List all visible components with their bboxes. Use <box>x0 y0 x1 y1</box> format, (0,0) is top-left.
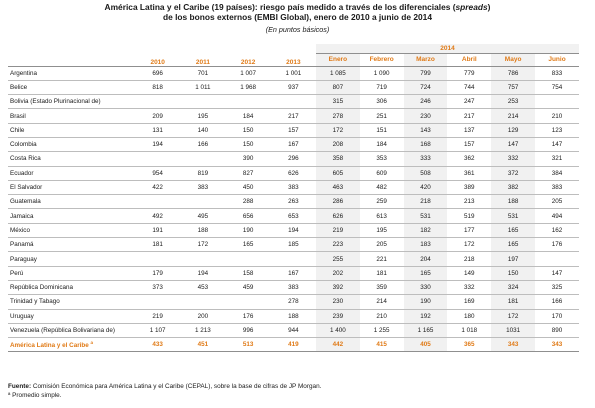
value-cell: 1 011 <box>180 80 225 94</box>
value-cell: 383 <box>271 280 316 294</box>
country-name: Uruguay <box>8 309 135 323</box>
average-footnote: ª Promedio simple. <box>8 392 62 399</box>
value-cell: 205 <box>360 238 404 252</box>
value-cell: 192 <box>404 309 448 323</box>
value-cell: 325 <box>535 280 579 294</box>
value-cell: 129 <box>491 123 535 137</box>
value-cell: 165 <box>404 266 448 280</box>
value-cell: 195 <box>360 223 404 237</box>
value-cell: 247 <box>447 95 491 109</box>
value-cell <box>271 95 316 109</box>
value-cell: 890 <box>535 323 579 337</box>
value-cell: 123 <box>535 123 579 137</box>
value-cell: 150 <box>226 137 271 151</box>
header-year: 2010 <box>135 44 180 66</box>
value-cell: 786 <box>491 66 535 80</box>
value-cell: 255 <box>316 252 360 266</box>
value-cell: 827 <box>226 166 271 180</box>
value-cell: 819 <box>180 166 225 180</box>
country-name: El Salvador <box>8 180 135 194</box>
value-cell: 180 <box>447 309 491 323</box>
value-cell: 177 <box>447 223 491 237</box>
value-cell: 181 <box>491 295 535 309</box>
value-cell: 531 <box>404 209 448 223</box>
header-month: Febrero <box>360 53 404 66</box>
value-cell: 150 <box>491 266 535 280</box>
value-cell: 362 <box>447 152 491 166</box>
value-cell: 213 <box>447 195 491 209</box>
value-cell <box>180 295 225 309</box>
header-span-2014: 2014 <box>316 44 579 53</box>
average-row <box>8 338 579 352</box>
value-cell: 779 <box>447 66 491 80</box>
value-cell: 217 <box>271 109 316 123</box>
value-cell: 143 <box>404 123 448 137</box>
value-cell: 405 <box>404 338 448 352</box>
value-cell <box>135 252 180 266</box>
value-cell: 382 <box>491 180 535 194</box>
table-subtitle: (En puntos básicos) <box>265 25 330 34</box>
value-cell: 218 <box>404 195 448 209</box>
value-cell: 214 <box>491 109 535 123</box>
value-cell: 172 <box>180 238 225 252</box>
value-cell: 179 <box>135 266 180 280</box>
value-cell: 807 <box>316 80 360 94</box>
value-cell: 194 <box>180 266 225 280</box>
country-name: Costa Rica <box>8 152 135 166</box>
value-cell: 223 <box>316 238 360 252</box>
value-cell: 419 <box>271 338 316 352</box>
source-note: Fuente: Comisión Económica para América Latina y el Caribe (CEPAL), sobre la base de cifras de JP Morgan. <box>8 383 322 390</box>
value-cell: 165 <box>226 238 271 252</box>
table-header <box>8 44 579 66</box>
value-cell: 202 <box>316 266 360 280</box>
country-name: Chile <box>8 123 135 137</box>
value-cell <box>535 252 579 266</box>
header-year: 2012 <box>226 44 271 66</box>
spreads-table <box>8 44 579 352</box>
country-name: Venezuela (República Bolivariana de) <box>8 323 135 337</box>
value-cell: 937 <box>271 80 316 94</box>
value-cell <box>271 252 316 266</box>
value-cell: 384 <box>535 166 579 180</box>
value-cell: 321 <box>535 152 579 166</box>
value-cell: 383 <box>180 180 225 194</box>
value-cell: 218 <box>447 252 491 266</box>
value-cell: 1 090 <box>360 66 404 80</box>
value-cell: 188 <box>271 309 316 323</box>
table-row <box>8 166 579 180</box>
table-row <box>8 109 579 123</box>
table-footer <box>8 382 321 400</box>
value-cell: 278 <box>271 295 316 309</box>
value-cell <box>180 252 225 266</box>
country-name: América Latina y el Caribe $^a$ <box>8 338 135 352</box>
value-cell: 188 <box>491 195 535 209</box>
country-name: México <box>8 223 135 237</box>
value-cell: 239 <box>316 309 360 323</box>
table-row <box>8 323 579 337</box>
value-cell: 230 <box>404 109 448 123</box>
value-cell: 494 <box>535 209 579 223</box>
title-line-2: de los bonos externos (EMBI Global), enero de 2010 a junio de 2014 <box>162 12 432 23</box>
value-cell: 433 <box>135 338 180 352</box>
value-cell: 1 001 <box>271 66 316 80</box>
value-cell: 392 <box>316 280 360 294</box>
value-cell: 147 <box>535 137 579 151</box>
table-row <box>8 209 579 223</box>
value-cell: 184 <box>226 109 271 123</box>
value-cell: 170 <box>535 309 579 323</box>
value-cell <box>226 252 271 266</box>
table-row <box>8 295 579 309</box>
value-cell: 1 085 <box>316 66 360 80</box>
value-cell: 609 <box>360 166 404 180</box>
header-month: Junio <box>535 53 579 66</box>
value-cell: 150 <box>226 123 271 137</box>
value-cell <box>135 95 180 109</box>
value-cell: 332 <box>491 152 535 166</box>
value-cell: 157 <box>447 137 491 151</box>
table-row <box>8 95 579 109</box>
value-cell: 166 <box>180 137 225 151</box>
value-cell: 754 <box>535 80 579 94</box>
table-row <box>8 309 579 323</box>
value-cell: 188 <box>180 223 225 237</box>
value-cell: 1 007 <box>226 66 271 80</box>
value-cell: 176 <box>535 238 579 252</box>
value-cell: 954 <box>135 166 180 180</box>
country-name: Perú <box>8 266 135 280</box>
country-name: Trinidad y Tabago <box>8 295 135 309</box>
value-cell: 194 <box>135 137 180 151</box>
value-cell: 459 <box>226 280 271 294</box>
value-cell: 306 <box>360 95 404 109</box>
value-cell: 137 <box>447 123 491 137</box>
value-cell <box>180 95 225 109</box>
country-name: República Dominicana <box>8 280 135 294</box>
value-cell: 286 <box>316 195 360 209</box>
value-cell: 482 <box>360 180 404 194</box>
value-cell: 1031 <box>491 323 535 337</box>
value-cell: 185 <box>271 238 316 252</box>
country-name: Paraguay <box>8 252 135 266</box>
value-cell: 358 <box>316 152 360 166</box>
value-cell: 833 <box>535 66 579 80</box>
value-cell: 288 <box>226 195 271 209</box>
value-cell: 182 <box>404 223 448 237</box>
value-cell: 724 <box>404 80 448 94</box>
value-cell: 165 <box>491 238 535 252</box>
table-row <box>8 195 579 209</box>
value-cell <box>135 152 180 166</box>
country-name: Guatemala <box>8 195 135 209</box>
value-cell <box>135 195 180 209</box>
value-cell: 492 <box>135 209 180 223</box>
value-cell <box>226 295 271 309</box>
value-cell: 158 <box>226 266 271 280</box>
value-cell: 165 <box>491 223 535 237</box>
value-cell: 131 <box>135 123 180 137</box>
value-cell: 744 <box>447 80 491 94</box>
value-cell: 799 <box>404 66 448 80</box>
country-name: Belice <box>8 80 135 94</box>
country-name: Jamaica <box>8 209 135 223</box>
value-cell: 169 <box>447 295 491 309</box>
header-blank <box>8 44 135 66</box>
value-cell: 653 <box>271 209 316 223</box>
value-cell: 373 <box>135 280 180 294</box>
value-cell: 166 <box>535 295 579 309</box>
value-cell: 147 <box>535 266 579 280</box>
value-cell: 151 <box>360 123 404 137</box>
value-cell: 200 <box>180 309 225 323</box>
value-cell: 531 <box>491 209 535 223</box>
table-row <box>8 152 579 166</box>
value-cell: 495 <box>180 209 225 223</box>
table-row <box>8 66 579 80</box>
header-year: 2013 <box>271 44 316 66</box>
value-cell: 251 <box>360 109 404 123</box>
value-cell: 626 <box>316 209 360 223</box>
value-cell: 1 165 <box>404 323 448 337</box>
value-cell: 383 <box>535 180 579 194</box>
table-title <box>0 2 595 22</box>
country-name: Panamá <box>8 238 135 252</box>
value-cell: 183 <box>404 238 448 252</box>
value-cell <box>535 95 579 109</box>
value-cell: 172 <box>447 238 491 252</box>
value-cell: 219 <box>135 309 180 323</box>
value-cell: 508 <box>404 166 448 180</box>
value-cell: 353 <box>360 152 404 166</box>
value-cell: 205 <box>535 195 579 209</box>
value-cell: 383 <box>271 180 316 194</box>
value-cell: 184 <box>360 137 404 151</box>
value-cell: 157 <box>271 123 316 137</box>
value-cell: 147 <box>491 137 535 151</box>
value-cell: 197 <box>491 252 535 266</box>
table-row <box>8 266 579 280</box>
value-cell: 422 <box>135 180 180 194</box>
value-cell: 415 <box>360 338 404 352</box>
value-cell: 181 <box>135 238 180 252</box>
value-cell: 1 255 <box>360 323 404 337</box>
value-cell: 176 <box>226 309 271 323</box>
table-row <box>8 180 579 194</box>
value-cell: 230 <box>316 295 360 309</box>
value-cell <box>180 152 225 166</box>
value-cell <box>135 295 180 309</box>
header-month: Mayo <box>491 53 535 66</box>
country-name: Argentina <box>8 66 135 80</box>
value-cell: 389 <box>447 180 491 194</box>
value-cell: 1 107 <box>135 323 180 337</box>
value-cell: 1 018 <box>447 323 491 337</box>
value-cell: 214 <box>360 295 404 309</box>
header-month: Abril <box>447 53 491 66</box>
value-cell: 296 <box>271 152 316 166</box>
value-cell: 315 <box>316 95 360 109</box>
value-cell: 1 213 <box>180 323 225 337</box>
value-cell: 1 400 <box>316 323 360 337</box>
header-month: Marzo <box>404 53 448 66</box>
value-cell: 1 968 <box>226 80 271 94</box>
value-cell: 330 <box>404 280 448 294</box>
country-name: Colombia <box>8 137 135 151</box>
value-cell: 209 <box>135 109 180 123</box>
value-cell: 219 <box>316 223 360 237</box>
value-cell: 701 <box>180 66 225 80</box>
value-cell: 204 <box>404 252 448 266</box>
value-cell: 343 <box>491 338 535 352</box>
value-cell: 361 <box>447 166 491 180</box>
value-cell: 372 <box>491 166 535 180</box>
value-cell: 210 <box>360 309 404 323</box>
value-cell: 390 <box>226 152 271 166</box>
table-row <box>8 252 579 266</box>
value-cell: 450 <box>226 180 271 194</box>
value-cell: 332 <box>447 280 491 294</box>
value-cell: 162 <box>535 223 579 237</box>
value-cell: 167 <box>271 266 316 280</box>
value-cell: 172 <box>491 309 535 323</box>
value-cell: 656 <box>226 209 271 223</box>
value-cell: 167 <box>271 137 316 151</box>
value-cell: 519 <box>447 209 491 223</box>
value-cell: 149 <box>447 266 491 280</box>
value-cell: 359 <box>360 280 404 294</box>
country-name: Brasil <box>8 109 135 123</box>
value-cell <box>226 95 271 109</box>
header-month: Enero <box>316 53 360 66</box>
value-cell: 190 <box>404 295 448 309</box>
value-cell: 442 <box>316 338 360 352</box>
value-cell: 944 <box>271 323 316 337</box>
value-cell: 626 <box>271 166 316 180</box>
value-cell: 513 <box>226 338 271 352</box>
value-cell: 696 <box>135 66 180 80</box>
value-cell: 333 <box>404 152 448 166</box>
title-line-1: América Latina y el Caribe (19 países): riesgo país medido a través de los diferenciales (spreads) <box>104 2 491 12</box>
table-row <box>8 123 579 137</box>
value-cell: 278 <box>316 109 360 123</box>
value-cell: 757 <box>491 80 535 94</box>
value-cell: 605 <box>316 166 360 180</box>
value-cell: 996 <box>226 323 271 337</box>
value-cell <box>180 195 225 209</box>
header-year: 2011 <box>180 44 225 66</box>
value-cell: 221 <box>360 252 404 266</box>
value-cell: 263 <box>271 195 316 209</box>
value-cell: 463 <box>316 180 360 194</box>
value-cell: 208 <box>316 137 360 151</box>
table-body <box>8 66 579 352</box>
country-name: Bolivia (Estado Plurinacional de) <box>8 95 135 109</box>
value-cell: 253 <box>491 95 535 109</box>
value-cell: 217 <box>447 109 491 123</box>
table-row <box>8 280 579 294</box>
value-cell: 453 <box>180 280 225 294</box>
value-cell: 195 <box>180 109 225 123</box>
value-cell: 172 <box>316 123 360 137</box>
value-cell: 181 <box>360 266 404 280</box>
value-cell: 210 <box>535 109 579 123</box>
table-row <box>8 238 579 252</box>
value-cell: 191 <box>135 223 180 237</box>
value-cell: 818 <box>135 80 180 94</box>
table-row <box>8 223 579 237</box>
value-cell: 190 <box>226 223 271 237</box>
value-cell: 168 <box>404 137 448 151</box>
value-cell: 420 <box>404 180 448 194</box>
value-cell: 246 <box>404 95 448 109</box>
value-cell: 719 <box>360 80 404 94</box>
value-cell: 365 <box>447 338 491 352</box>
value-cell: 324 <box>491 280 535 294</box>
value-cell: 613 <box>360 209 404 223</box>
table-row <box>8 137 579 151</box>
value-cell: 451 <box>180 338 225 352</box>
value-cell: 194 <box>271 223 316 237</box>
table-row <box>8 80 579 94</box>
country-name: Ecuador <box>8 166 135 180</box>
value-cell: 343 <box>535 338 579 352</box>
value-cell: 140 <box>180 123 225 137</box>
value-cell: 259 <box>360 195 404 209</box>
